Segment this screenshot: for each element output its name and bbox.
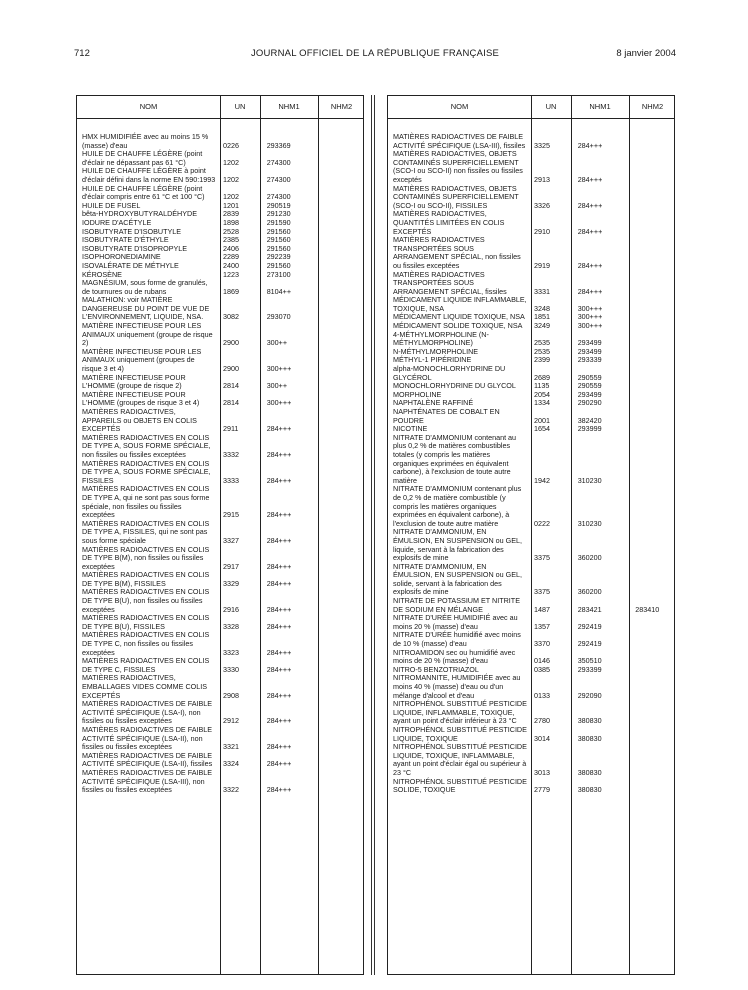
cell-nom: MATIÈRES RADIOACTIVES EN COLIS DE TYPE B(M), FISSILES [82,570,210,588]
cell-nom: HUILE DE CHAUFFE LÉGÈRE (point d'éclair compris entre 61 °C et 100 °C) [82,183,205,202]
cell-nhm1: 284+++ [266,742,292,752]
cell-un: 3326 [533,200,550,210]
cell-nhm1: 382420 [577,415,602,425]
table-row [77,674,363,700]
cell-un: 1202 [222,192,239,202]
cell-un: 2528 [222,226,239,236]
cell-un: 2915 [222,510,239,520]
cell-nom: NITRATE D'AMMONIUM, EN ÉMULSION, EN SUSPENSION ou GEL, solide, servant à la fabrication des explosifs de mine [393,561,523,597]
cell-nhm1: 284+++ [266,424,292,434]
table-row [77,150,363,167]
cell-nhm1: 300++ [266,338,288,348]
cell-un: 3323 [222,647,239,657]
cell-un: 3375 [533,553,550,563]
cell-nhm1: 290290 [577,398,602,408]
cell-nom: MATIÈRE INFECTIEUSE POUR L'HOMME (groupe de risque 2) [82,372,186,391]
cell-nhm1: 291560 [266,226,291,236]
cell-nom: MATIÈRE INFECTIEUSE POUR LES ANIMAUX uniquement (groupe de risque 2) [82,321,213,348]
cell-nom: NITROPHÉNOL SUBSTITUÉ PESTICIDE LIQUIDE, TOXIQUE, INFLAMMABLE, ayant un point d'éclair égal ou supérieur à 23 °C [393,742,527,777]
cell-nhm1: 284+++ [577,226,603,236]
cell-nhm1: 290559 [577,381,602,391]
cell-un: 3248 [533,303,550,313]
cell-un: 1487 [533,604,550,614]
cell-nhm1: 360200 [577,587,602,597]
cell-nhm1: 284+++ [577,260,603,270]
cell-un: 2913 [533,174,550,184]
cell-nhm1: 300++ [266,381,288,391]
table-row [77,571,363,588]
cell-un: 1357 [533,621,550,631]
table-row [388,408,674,425]
cell-nom: NITRO-5 BENZOTRIAZOL [393,664,479,674]
cell-nhm1: 274300 [266,192,291,202]
publication-date: 8 janvier 2004 [616,48,676,59]
table-row [77,408,363,434]
cell-nom: IODURE D'ACÉTYLE [82,217,152,227]
table-row [77,185,363,202]
cell-nom: MATIÈRES RADIOACTIVES DE FAIBLE ACTIVITÉ SPÉCIFIQUE (LSA-II), fissiles [82,750,213,769]
cell-nhm1: 293499 [577,338,602,348]
cell-nhm1: 300+++ [266,364,292,374]
page-header [74,48,676,62]
cell-nhm1: 284+++ [266,510,292,520]
table-row [388,528,674,562]
cell-un: 0226 [222,140,239,150]
cell-nhm1: 284+++ [266,475,292,485]
table-row [388,133,674,150]
cell-nom: MATIÈRES RADIOACTIVES EN COLIS DE TYPE A, SOUS FORME SPÉCIALE, non fissiles ou fissiles exceptées [82,432,211,459]
cell-nhm1: 380830 [577,767,602,777]
cell-un: 1654 [533,424,550,434]
cell-nom: NITROMANNITE, HUMIDIFIÉE avec au moins 40 % (masse) d'eau ou d'un mélange d'alcool et d'eau [393,673,521,700]
cell-nhm1: 292239 [266,252,291,262]
cell-un: 2912 [222,716,239,726]
cell-un: 2780 [533,716,550,726]
cell-nom: NITRATE D'AMMONIUM contenant plus de 0,2 % de matière combustible (y compris les matières organiques exprimées en équivalent carbone), à l'exclusion de toute autre matière [393,484,522,528]
cell-nhm1: 300+++ [266,398,292,408]
cell-un: 2689 [533,372,550,382]
table-row [77,434,363,460]
cell-nom: NICOTINE [393,424,428,434]
cell-nom: NITROPHÉNOL SUBSTITUÉ PESTICIDE LIQUIDE, TOXIQUE [393,724,527,743]
table-row [77,752,363,769]
cell-nom: MÉDICAMENT SOLIDE TOXIQUE, NSA [393,321,523,331]
table-row [388,743,674,777]
table-row [388,236,674,270]
cell-nhm1: 293070 [266,312,291,322]
cell-nhm1: 284+++ [266,621,292,631]
cell-nom: MATIÈRES RADIOACTIVES EN COLIS DE TYPE A, FISSILES, qui ne sont pas sous forme spéciale [82,518,210,545]
table-row [77,322,363,348]
cell-un: 2900 [222,364,239,374]
cell-nom: MÉDICAMENT LIQUIDE INFLAMMABLE, TOXIQUE, NSA [393,295,527,313]
table-row [77,167,363,184]
cell-un: 3331 [533,286,550,296]
table-row [77,769,363,795]
cell-nom: HUILE DE CHAUFFE LÉGÈRE (point d'éclair ne dépassant pas 61 °C) [82,149,203,167]
cell-un: 2001 [533,415,550,425]
table-row [388,726,674,743]
cell-nhm1: 310230 [577,518,602,528]
cell-un: 3332 [222,449,239,459]
cell-un: 3322 [222,785,239,795]
cell-nhm1: 290559 [577,372,602,382]
cell-nom: 4-MÉTHYLMORPHOLINE (N-MÉTHYLMORPHOLINE) [393,329,489,348]
cell-nom: MATIÈRE INFECTIEUSE POUR L'HOMME (groupes de risque 3 et 4) [82,389,200,408]
cell-nhm1: 293399 [577,664,602,674]
cell-nhm1: 291560 [266,235,291,245]
cell-un: 0133 [533,690,550,700]
cell-nom: MATIÈRES RADIOACTIVES, APPAREILS ou OBJETS EN COLIS EXCEPTÉS [82,407,197,434]
cell-nom: MATIÈRES RADIOACTIVES DE FAIBLE ACTIVITÉ SPÉCIFIQUE (LSA-I), non fissiles ou fissiles exceptées [82,699,213,726]
cell-un: 2385 [222,235,239,245]
cell-un: 3249 [533,321,550,331]
cell-un: 1202 [222,174,239,184]
cell-nom: MATIÈRES RADIOACTIVES, OBJETS CONTAMINÉS SUPERFICIELLEMENT (SCO-I ou SCO-II) non fissiles ou fissiles exceptés [393,149,523,184]
cell-nhm1: 284+++ [577,200,603,210]
cell-nhm1: 284+++ [266,690,292,700]
cell-nhm1: 284+++ [266,604,292,614]
cell-un: 2406 [222,243,239,253]
table-row [388,649,674,666]
table-row [388,271,674,297]
col-header-nom: NOM [139,102,158,111]
table-row [77,391,363,408]
cell-nom: MATIÈRES RADIOACTIVES EN COLIS DE TYPE B(M), non fissiles ou fissiles exceptées [82,544,210,571]
cell-nhm1: 310230 [577,475,602,485]
cell-nom: NITROAMIDON sec ou humidifié avec moins de 20 % (masse) d'eau [393,647,516,666]
cell-nom: NAPHTÉNATES DE COBALT EN POUDRE [393,407,500,425]
table-row [388,365,674,382]
cell-nom: MALATHION: voir MATIÈRE DANGEREUSE DU POINT DE VUE DE L'ENVIRONNEMENT, LIQUIDE, NSA. [82,295,210,322]
cell-nom: MATIÈRES RADIOACTIVES EN COLIS DE TYPE A, SOUS FORME SPÉCIALE, FISSILES [82,458,211,485]
cell-nom: MATIÈRES RADIOACTIVES, EMBALLAGES VIDES COMME COLIS EXCEPTÉS [82,673,208,700]
cell-un: 1851 [533,312,550,322]
cell-nom: ISOBUTYRATE D'ISOPROPYLE [82,243,188,253]
cell-un: 0385 [533,664,550,674]
cell-nhm1: 350510 [577,656,602,666]
cell-nhm1: 291560 [266,243,291,253]
table-left [76,95,364,975]
table-row [77,485,363,519]
cell-nom: ISOBUTYRATE D'ÉTHYLE [82,235,169,245]
cell-un: 3082 [222,312,239,322]
cell-un: 3324 [222,759,239,769]
cell-nom: MATIÈRES RADIOACTIVES EN COLIS DE TYPE B(U), non fissiles ou fissiles exceptées [82,587,210,614]
cell-nhm1: 284+++ [266,578,292,588]
cell-nhm1: 284+++ [266,785,292,795]
cell-un: 1942 [533,475,550,485]
cell-un: 2289 [222,252,239,262]
journal-title: JOURNAL OFFICIEL DE LA RÉPUBLIQUE FRANÇAISE [250,48,500,59]
cell-nhm1: 283421 [577,604,602,614]
cell-nom: NITRATE DE POTASSIUM ET NITRITE DE SODIUM EN MÉLANGE [393,596,520,614]
cell-nhm1: 284+++ [577,174,603,184]
table-left-body [77,133,363,795]
cell-nom: MATIÈRES RADIOACTIVES, QUANTITÉS LIMITÉES EN COLIS EXCEPTÉS [393,209,505,236]
cell-un: 3329 [222,578,239,588]
cell-nom: HMX HUMIDIFIÉE avec au moins 15 % (masse) d'eau [82,132,209,150]
cell-nom: MATIÈRES RADIOACTIVES DE FAIBLE ACTIVITÉ SPÉCIFIQUE (LSA-III), fissiles [393,132,526,150]
cell-un: 3333 [222,475,239,485]
cell-nom: MATIÈRES RADIOACTIVES EN COLIS DE TYPE A, qui ne sont pas sous forme spéciale, non fissiles ou fissiles exceptées [82,484,210,520]
table-row [77,588,363,614]
cell-un: 3330 [222,664,239,674]
cell-un: 3325 [533,140,550,150]
table-row [388,563,674,597]
cell-nom: NITRATE D'AMMONIUM contenant au plus 0,2 % de matières combustibles totales (y compris les matières organiques exprimées en équivalent carbone), à l'exclusion de toute autre matière [393,432,517,485]
cell-un: 1223 [222,269,239,279]
table-row [388,331,674,348]
cell-un: 3013 [533,767,550,777]
cell-nom: MATIÈRES RADIOACTIVES EN COLIS DE TYPE C, non fissiles ou fissiles exceptées [82,630,210,657]
cell-nom: MAGNÉSIUM, sous forme de granulés, de tournures ou de rubans [82,278,208,296]
cell-nhm1: 380830 [577,716,602,726]
cell-un: 3327 [222,535,239,545]
cell-nom: ISOPHORONEDIAMINE [82,252,161,262]
cell-nom: MATIÈRES RADIOACTIVES TRANSPORTÉES SOUS ARRANGEMENT SPÉCIAL, non fissiles ou fissiles exceptées [393,235,521,270]
cell-nom: HUILE DE FUSEL [82,200,141,210]
cell-un: 2839 [222,209,239,219]
table-row [388,778,674,795]
cell-un: 2535 [533,338,550,348]
cell-nom: KÉROSÈNE [82,269,122,279]
table-row [388,614,674,631]
cell-un: 1869 [222,286,239,296]
cell-un: 1201 [222,200,239,210]
table-right [387,95,675,975]
cell-un: 2917 [222,561,239,571]
cell-nom: MATIÈRES RADIOACTIVES TRANSPORTÉES SOUS ARRANGEMENT SPÉCIAL, fissiles [393,269,507,296]
table-row [388,210,674,236]
table-row [77,374,363,391]
cell-nhm1: 360200 [577,553,602,563]
cell-un: 1202 [222,157,239,167]
table-row [77,631,363,657]
cell-un: 2900 [222,338,239,348]
cell-nhm1: 284+++ [577,286,603,296]
table-row [77,657,363,674]
cell-un: 2916 [222,604,239,614]
page-number: 712 [74,48,90,59]
cell-nhm1: 284+++ [266,664,292,674]
cell-nhm1: 284+++ [266,716,292,726]
table-row [388,150,674,184]
cell-un: 1898 [222,217,239,227]
cell-nom: N-MÉTHYLMORPHOLINE [393,346,479,356]
table-row [77,296,363,322]
cell-nom: ISOVALÉRATE DE MÉTHYLE [82,260,179,270]
table-row [388,185,674,211]
cell-nhm1: 292090 [577,690,602,700]
cell-un: 2400 [222,260,239,270]
col-header-un: UN [545,102,557,111]
col-header-nhm1: NHM1 [589,102,611,111]
table-row [77,133,363,150]
cell-nhm1: 380830 [577,785,602,795]
cell-un: 2911 [222,424,239,434]
cell-nom: MATIÈRES RADIOACTIVES EN COLIS DE TYPE C, FISSILES [82,656,210,674]
cell-nhm1: 274300 [266,157,291,167]
cell-nom: MÉDICAMENT LIQUIDE TOXIQUE, NSA [393,312,525,322]
table-row [77,520,363,546]
cell-nhm2: 283410 [635,604,660,614]
cell-nom: MATIÈRES RADIOACTIVES DE FAIBLE ACTIVITÉ SPÉCIFIQUE (LSA-II), non fissiles ou fissiles exceptées [82,724,213,752]
col-header-nhm2: NHM2 [330,102,353,111]
cell-un: 2814 [222,398,239,408]
table-row [388,700,674,726]
table-right-body [388,133,674,795]
cell-un: 3321 [222,742,239,752]
cell-nhm1: 284+++ [577,140,603,150]
table-row [388,674,674,700]
cell-nhm1: 291560 [266,260,291,270]
cell-nhm1: 293369 [266,140,291,150]
cell-nom: MATIÈRES RADIOACTIVES DE FAIBLE ACTIVITÉ SPÉCIFIQUE (LSA-III), non fissiles ou fissiles exceptées [82,767,213,795]
col-header-nhm2: NHM2 [641,102,664,111]
cell-nhm1: 293499 [577,389,602,399]
table-row [77,348,363,374]
cell-nom: MATIÈRES RADIOACTIVES, OBJETS CONTAMINÉS SUPERFICIELLEMENT (SCO-I ou SCO-II), FISSILES [393,183,519,210]
cell-un: 2814 [222,381,239,391]
cell-nom: NITRATE D'AMMONIUM, EN ÉMULSION, EN SUSPENSION ou GEL, liquide, servant à la fabrication des explosifs de mine [393,527,523,563]
cell-un: 3370 [533,639,550,649]
cell-nhm1: 284+++ [266,561,292,571]
cell-nhm1: 300+++ [577,321,603,331]
cell-nom: NITROPHÉNOL SUBSTITUÉ PESTICIDE LIQUIDE, INFLAMMABLE, TOXIQUE, ayant un point d'éclair inférieur à 23 °C [393,699,527,726]
cell-nhm1: 8104++ [266,286,292,296]
table-row [77,726,363,752]
cell-nhm1: 284+++ [266,759,292,769]
cell-nhm1: 291590 [266,217,291,227]
table-row [388,296,674,313]
table-row [77,614,363,631]
table-row [77,700,363,726]
cell-nhm1: 274300 [266,174,291,184]
cell-nom: ISOBUTYRATE D'ISOBUTYLE [82,226,182,236]
cell-nom: MATIÈRE INFECTIEUSE POUR LES ANIMAUX uniquement (groupes de risque 3 et 4) [82,346,202,374]
cell-nom: NITROPHÉNOL SUBSTITUÉ PESTICIDE SOLIDE, TOXIQUE [393,776,527,795]
cell-un: 2779 [533,785,550,795]
cell-nhm1: 292419 [577,639,602,649]
cell-un: 1135 [533,381,550,391]
table-row [388,597,674,614]
cell-un: 2919 [533,260,550,270]
table-row [77,279,363,296]
cell-un: 2910 [533,226,550,236]
cell-un: 2054 [533,389,550,399]
cell-nhm1: 293999 [577,424,602,434]
cell-nom: MONOCHLORHYDRINE DU GLYCOL [393,381,516,391]
cell-nhm1: 273100 [266,269,291,279]
cell-nom: MATIÈRES RADIOACTIVES EN COLIS DE TYPE B(U), FISSILES [82,613,210,631]
table-row [388,434,674,486]
col-header-nom: NOM [450,102,469,111]
column-separator [371,95,375,975]
table-row [77,546,363,572]
cell-nom: MÉTHYL-1 PIPÉRIDINE [393,355,472,365]
cell-nom: bêta-HYDROXYBUTYRALDÉHYDE [82,209,198,219]
cell-nhm1: 291230 [266,209,291,219]
cell-un: 2535 [533,346,550,356]
cell-nhm1: 293339 [577,355,602,365]
cell-nhm1: 300+++ [577,312,603,322]
cell-un: 0146 [533,656,550,666]
cell-nhm1: 292419 [577,621,602,631]
cell-un: 0222 [533,518,550,528]
cell-nom: alpha-MONOCHLORHYDRINE DU GLYCÉROL [393,364,506,382]
cell-nom: NITRATE D'URÉE humidifié avec moins de 10 % (masse) d'eau [393,630,521,649]
cell-nhm1: 284+++ [266,449,292,459]
cell-nhm1: 290519 [266,200,291,210]
col-header-nhm1: NHM1 [278,102,300,111]
cell-un: 2399 [533,355,550,365]
col-header-un: UN [234,102,246,111]
cell-un: 1334 [533,398,550,408]
cell-nhm1: 293499 [577,346,602,356]
cell-nom: NAPHTALÈNE RAFFINÉ [393,398,474,408]
table-row [388,631,674,648]
table-row [388,485,674,528]
table-row [77,460,363,486]
cell-nhm1: 284+++ [266,647,292,657]
cell-un: 3375 [533,587,550,597]
cell-un: 2908 [222,690,239,700]
cell-nom: MORPHOLINE [393,389,442,399]
cell-un: 3014 [533,733,550,743]
cell-nhm1: 284+++ [266,535,292,545]
cell-nhm1: 300+++ [577,303,603,313]
cell-nom: HUILE DE CHAUFFE LÉGÈRE à point d'éclair défini dans la norme EN 590:1993 [82,166,216,184]
cell-un: 3328 [222,621,239,631]
cell-nom: NITRATE D'URÉE HUMIDIFIÉ avec au moins 20 % (masse) d'eau [393,613,518,631]
cell-nhm1: 380830 [577,733,602,743]
